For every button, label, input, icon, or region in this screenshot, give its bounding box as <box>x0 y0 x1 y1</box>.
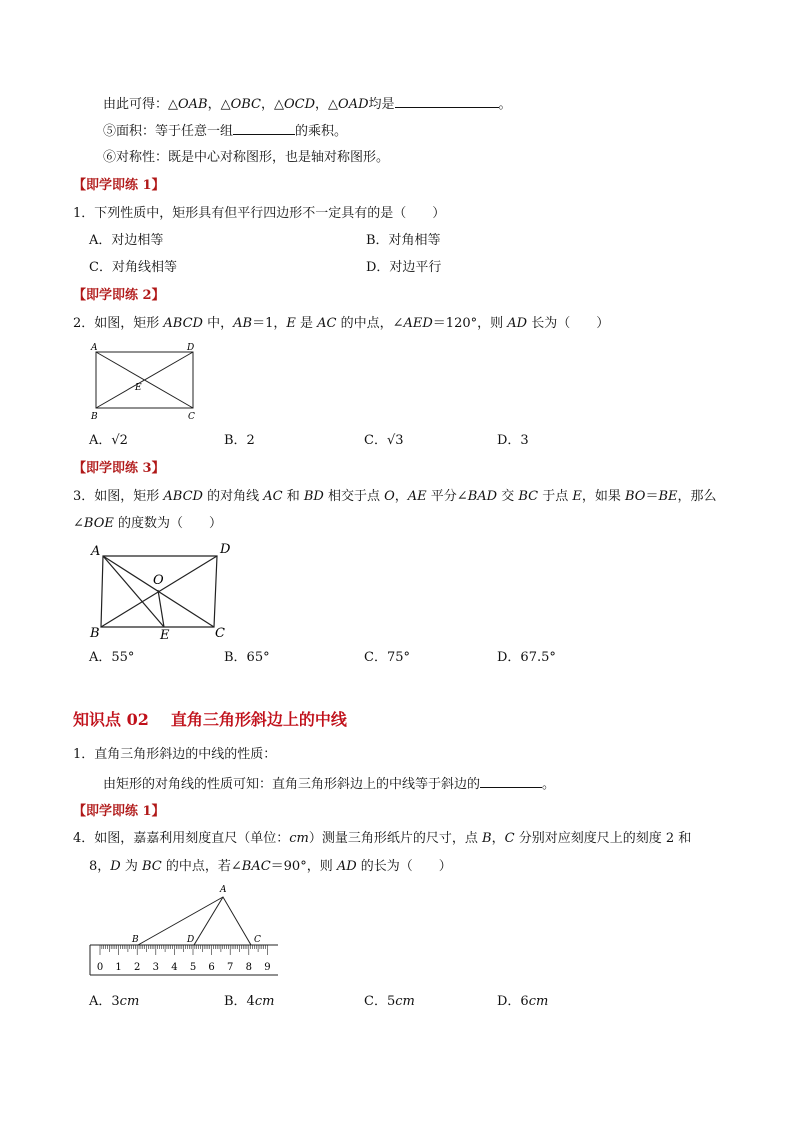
point-label-c: C <box>254 935 261 945</box>
section-title: 知识点 02 直角三角形斜边上的中线 <box>73 710 347 729</box>
intro-line-2: ⑤面积：等于任意一组 的乘积。 <box>103 124 348 139</box>
intro-line-3: ⑥对称性：既是中心对称图形，也是轴对称图形。 <box>103 150 390 165</box>
q1-option-a[interactable]: A．对边相等 <box>89 233 164 248</box>
point-label-b: B <box>132 935 139 945</box>
q3-option-a[interactable]: A．55° <box>89 650 135 665</box>
question-4-stem-line-2: 8，D 为 BC 的中点，若∠BAC＝90°，则 AD 的长为（ ） <box>89 859 452 874</box>
q2-option-d[interactable]: D．3 <box>497 433 529 448</box>
point-label-c: C <box>188 412 195 422</box>
point-label-c: C <box>215 626 225 641</box>
question-1-stem: 1．下列性质中，矩形具有但平行四边形不一定具有的是（ ） <box>73 206 446 221</box>
section-2-item-1: 1．直角三角形斜边的中线的性质： <box>73 747 277 762</box>
practice-label: 【即学即练 1】 <box>73 804 165 819</box>
answer-blank[interactable] <box>233 122 295 135</box>
rectangle-figure-q2 <box>86 338 216 426</box>
ruler-number: 9 <box>264 962 271 973</box>
q3-option-c[interactable]: C．75° <box>364 650 410 665</box>
point-label-d: D <box>220 542 231 557</box>
point-label-o: O <box>153 573 164 588</box>
ruler <box>100 945 267 955</box>
practice-label: 【即学即练 2】 <box>73 288 165 303</box>
point-label-a: A <box>91 343 98 353</box>
q2-option-a[interactable]: A．√2 <box>89 433 128 448</box>
q4-option-d[interactable]: D．6cm <box>497 994 549 1009</box>
q3-option-b[interactable]: B．65° <box>224 650 270 665</box>
segment-ae <box>103 556 164 627</box>
q1-option-b[interactable]: B．对角相等 <box>366 233 441 248</box>
point-label-e: E <box>135 383 142 393</box>
point-label-a: A <box>91 544 101 559</box>
q2-option-c[interactable]: C．√3 <box>364 433 404 448</box>
ruler-number: 5 <box>189 962 197 973</box>
practice-label: 【即学即练 1】 <box>73 178 165 193</box>
q4-option-c[interactable]: C．5cm <box>364 994 415 1009</box>
question-3-stem-line-2: ∠BOE 的度数为（ ） <box>73 516 222 531</box>
q4-option-b[interactable]: B．4cm <box>224 994 275 1009</box>
answer-blank[interactable] <box>480 775 542 788</box>
point-label-b: B <box>90 626 100 641</box>
point-label-b: B <box>91 412 98 422</box>
answer-blank[interactable] <box>395 95 499 108</box>
triangle-abc <box>138 897 251 945</box>
ruler-number: 8 <box>245 962 252 973</box>
ruler-triangle-figure <box>86 880 286 980</box>
median-ad <box>194 897 223 945</box>
point-label-a: A <box>220 885 227 895</box>
ruler-number: 6 <box>208 962 215 973</box>
q1-option-c[interactable]: C．对角线相等 <box>89 260 177 275</box>
diagonal-bd <box>101 556 217 627</box>
practice-label: 【即学即练 3】 <box>73 461 165 476</box>
ruler-number: 3 <box>152 962 159 973</box>
point-label-d: D <box>187 343 195 353</box>
q4-option-a[interactable]: A．3cm <box>89 994 140 1009</box>
q1-option-d[interactable]: D．对边平行 <box>366 260 442 275</box>
ruler-number: 4 <box>171 962 178 973</box>
question-4-stem-line-1: 4．如图，嘉嘉利用刻度直尺（单位：cm）测量三角形纸片的尺寸，点 B，C 分别对应刻度尺上的刻度 2 和 <box>73 831 692 846</box>
ruler-number: 7 <box>227 962 234 973</box>
q2-option-b[interactable]: B．2 <box>224 433 255 448</box>
ruler-numbers <box>97 962 271 973</box>
intro-line-1: 由此可得：△OAB，△OBC，△OCD，△OAD均是 。 <box>103 97 512 112</box>
question-2-stem: 2．如图，矩形 ABCD 中，AB＝1，E 是 AC 的中点，∠AED＝120°，则 AD 长为（ ） <box>73 316 610 331</box>
q3-option-d[interactable]: D．67.5° <box>497 650 556 665</box>
question-3-stem-line-1: 3．如图，矩形 ABCD 的对角线 AC 和 BD 相交于点 O，AE 平分∠BAD 交 BC 于点 E，如果 BO＝BE，那么 <box>73 489 717 504</box>
point-label-e: E <box>160 628 170 643</box>
point-label-d: D <box>187 935 195 945</box>
ruler-number: 2 <box>134 962 141 973</box>
ruler-number: 1 <box>115 962 122 973</box>
rectangle-figure-q3 <box>86 540 236 644</box>
ruler-number: 0 <box>96 962 104 973</box>
section-2-item-1-detail: 由矩形的对角线的性质可知：直角三角形斜边上的中线等于斜边的 。 <box>103 777 556 792</box>
